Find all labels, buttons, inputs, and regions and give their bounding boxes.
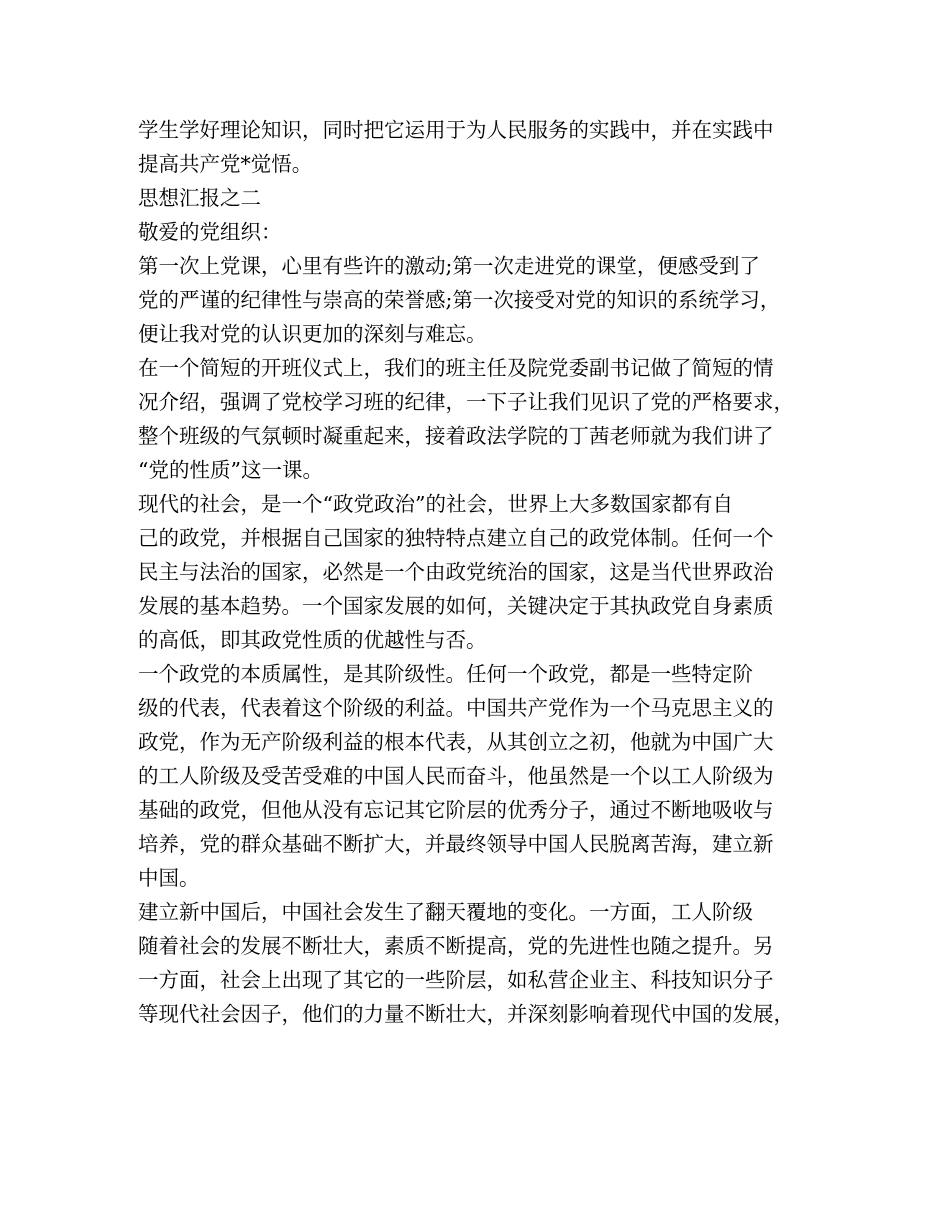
salutation: 敬爱的党组织： xyxy=(138,220,282,244)
text-line: 培养，党的群众基础不断扩大，并最终领导中国人民脱离苦海，建立新 xyxy=(138,832,774,856)
text-line: 基础的政党，但他从没有忘记其它阶层的优秀分子，通过不断地吸收与 xyxy=(138,798,774,822)
text-line: 便让我对党的认识更加的深刻与难忘。 xyxy=(138,322,487,346)
text-line: 等现代社会因子，他们的力量不断壮大，并深刻影响着现代中国的发展， xyxy=(138,1002,794,1026)
text-line: 政党，作为无产阶级利益的根本代表，从其创立之初，他就为中国广大 xyxy=(138,730,774,754)
text-line: 整个班级的气氛顿时凝重起来，接着政法学院的丁茜老师就为我们讲了 xyxy=(138,424,774,448)
text-line: 级的代表，代表着这个阶级的利益。中国共产党作为一个马克思主义的 xyxy=(138,696,774,720)
text-line: 建立新中国后，中国社会发生了翻天覆地的变化。一方面，工人阶级 xyxy=(138,900,753,924)
text-line: 学生学好理论知识，同时把它运用于为人民服务的实践中，并在实践中 xyxy=(138,118,774,142)
text-line: 党的严谨的纪律性与崇高的荣誉感;第一次接受对党的知识的系统学习， xyxy=(138,288,781,312)
text-line: 民主与法治的国家，必然是一个由政党统治的国家，这是当代世界政治 xyxy=(138,560,774,584)
text-line: 在一个简短的开班仪式上，我们的班主任及院党委副书记做了简短的情 xyxy=(138,356,774,380)
text-line: 一个政党的本质属性，是其阶级性。任何一个政党，都是一些特定阶 xyxy=(138,662,753,686)
text-line: 中国。 xyxy=(138,866,200,890)
text-line: 提高共产党*觉悟。 xyxy=(138,152,313,176)
section-heading: 思想汇报之二 xyxy=(138,186,261,210)
document-body xyxy=(138,113,838,1031)
text-line: 第一次上党课，心里有些许的激动;第一次走进党的课堂，便感受到了 xyxy=(138,254,760,278)
text-line: 的工人阶级及受苦受难的中国人民而奋斗，他虽然是一个以工人阶级为 xyxy=(138,764,774,788)
text-line: 己的政党，并根据自己国家的独特特点建立自己的政党体制。任何一个 xyxy=(138,526,774,550)
text-line: “党的性质”这一课。 xyxy=(138,458,323,482)
text-line: 随着社会的发展不断壮大，素质不断提高，党的先进性也随之提升。另 xyxy=(138,934,774,958)
text-line: 发展的基本趋势。一个国家发展的如何，关键决定于其执政党自身素质 xyxy=(138,594,774,618)
text-line: 的高低，即其政党性质的优越性与否。 xyxy=(138,628,487,652)
text-line: 一方面，社会上出现了其它的一些阶层，如私营企业主、科技知识分子 xyxy=(138,968,774,992)
text-line: 现代的社会，是一个“政党政治”的社会，世界上大多数国家都有自 xyxy=(138,492,733,516)
text-line: 况介绍，强调了党校学习班的纪律，一下子让我们见识了党的严格要求， xyxy=(138,390,794,414)
